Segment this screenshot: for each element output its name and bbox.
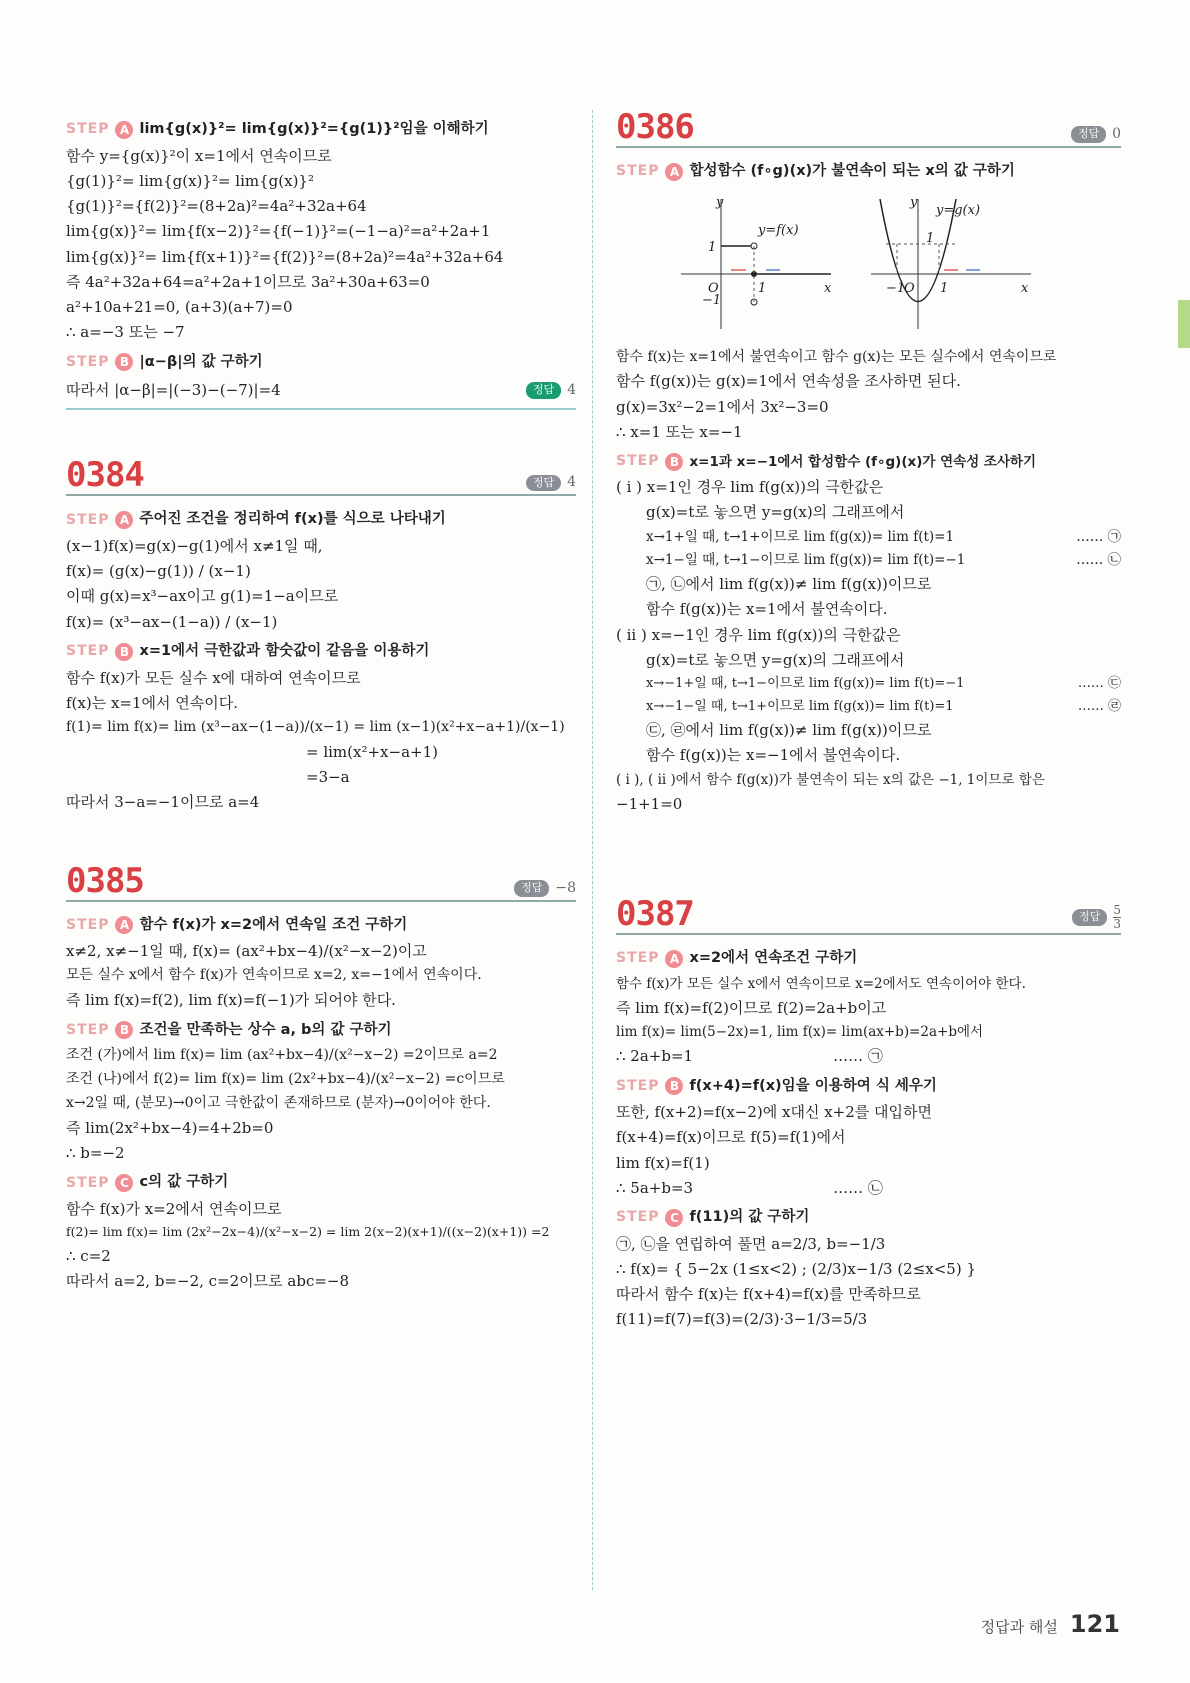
graphs [676, 194, 1121, 334]
solution-line: {g(1)}²= lim{g(x)}²= lim{g(x)}² [66, 171, 314, 190]
solution-line: a²+10a+21=0, (a+3)(a+7)=0 [66, 298, 293, 317]
solution-line: ( i ), ( ii )에서 함수 f(g(x))가 불연속이 되는 x의 값은 −1, 1이므로 합은 [616, 771, 1045, 788]
step-label: STEP [66, 511, 110, 528]
problem-number: 0386 [616, 107, 694, 147]
step-circle: C [665, 1209, 683, 1227]
solution-line: 함수 f(x)가 모든 실수 x에 대하여 연속이므로 [66, 668, 361, 687]
answer-tag [1072, 904, 1121, 931]
solution-line: lim f(x)=f(1) [616, 1153, 710, 1172]
solution-line: −1+1=0 [616, 794, 683, 813]
solution-line [616, 1178, 1121, 1198]
solution-line: 즉 lim(2x²+bx−4)=4+2b=0 [66, 1118, 274, 1137]
step-label: STEP [616, 1209, 660, 1226]
solution-line: f(x)= (x³−ax−(1−a)) / (x−1) [66, 612, 278, 631]
graph-f [676, 194, 836, 334]
answer-badge: 정답 [526, 475, 561, 492]
solution-line: (x−1)f(x)=g(x)−g(1)에서 x≠1일 때, [66, 536, 323, 555]
solution-text: x→1+일 때, t→1+이므로 lim f(g(x))= lim f(t)=1 [646, 528, 955, 545]
answer-value: 4 [567, 381, 576, 398]
solution-line: g(x)=t로 놓으면 y=g(x)의 그래프에서 [646, 503, 905, 522]
graph-g-origin-label: O [904, 280, 915, 296]
graph-f-tick-y-neg: −1 [702, 292, 722, 308]
problem-header-0386 [616, 107, 1121, 148]
solution-line: ∴ b=−2 [66, 1144, 125, 1163]
step-title: |α−β|의 값 구하기 [139, 353, 263, 370]
solution-text: ∴ 5a+b=3 [616, 1178, 694, 1197]
step-title: x=1에서 극한값과 함숫값이 같음을 이용하기 [139, 642, 430, 659]
answer-value: −8 [555, 879, 576, 896]
solution-line: 즉 lim f(x)=f(2)이므로 f(2)=2a+b이고 [616, 998, 887, 1017]
solution-line: 조건 (나)에서 f(2)= lim f(x)= lim (2x²+bx−4)/(x²−x−2) =c이므로 [66, 1071, 505, 1088]
answer-value: 0 [1112, 126, 1121, 143]
solution-line: 함수 f(x)가 x=2에서 연속이므로 [66, 1199, 282, 1218]
step-label: STEP [66, 916, 110, 933]
answer-tag [526, 381, 576, 400]
solution-line: ∴ x=1 또는 x=−1 [616, 422, 743, 441]
solution-text: ∴ 2a+b=1 [616, 1047, 694, 1066]
column-divider [592, 110, 593, 1590]
solution-line: lim{g(x)}²= lim{f(x−2)}²={f(−1)}²=(−1−a)²=a²+2a+1 [66, 222, 491, 241]
answer-value: 4 [567, 474, 576, 491]
step-a-header [616, 162, 1121, 182]
step-a-header [616, 949, 1121, 969]
graph-g-tick-y: 1 [926, 230, 935, 246]
answer-tag [526, 473, 576, 492]
graph-f-origin-label: O [708, 280, 719, 296]
solution-line: =3−a [306, 768, 350, 787]
solution-line: x≠2, x≠−1일 때, f(x)= (ax²+bx−4)/(x²−x−2)이고 [66, 942, 427, 961]
solution-line: 함수 f(x)가 모든 실수 x에서 연속이므로 x=2에서도 연속이어야 한다. [616, 975, 1026, 992]
step-title: 함수 f(x)가 x=2에서 연속일 조건 구하기 [139, 916, 408, 933]
case-heading: ( i ) x=1인 경우 lim f(g(x))의 극한값은 [616, 478, 884, 497]
graph-g-tick-x-neg: −1 [886, 280, 906, 296]
step-circle: A [665, 950, 683, 968]
final-line [66, 380, 576, 400]
step-circle: A [115, 916, 133, 934]
case-heading: ( ii ) x=−1인 경우 lim f(g(x))의 극한값은 [616, 625, 901, 644]
solution-line: 모든 실수 x에서 함수 f(x)가 연속이므로 x=2, x=−1에서 연속이다. [66, 967, 482, 984]
solution-line: 또한, f(x+2)=f(x−2)에 x대신 x+2를 대입하면 [616, 1103, 932, 1122]
graph-g-x-axis-label: x [1021, 280, 1029, 296]
solution-line: ∴ c=2 [66, 1247, 111, 1266]
solution-line: 즉 4a²+32a+64=a²+2a+1이므로 3a²+30a+63=0 [66, 272, 430, 291]
graph-f-y-axis-label: y [716, 194, 724, 210]
equation-mark: …… ㉠ [833, 1047, 883, 1066]
solution-text: x→−1+일 때, t→1−이므로 lim f(g(x))= lim f(t)=−1 [646, 676, 965, 692]
step-title: x=2에서 연속조건 구하기 [689, 950, 858, 967]
solution-line: lim{g(x)}²= lim{f(x+1)}²={f(2)}²=(8+2a)²=4a²+32a+64 [66, 247, 504, 266]
step-title: f(11)의 값 구하기 [689, 1209, 810, 1226]
step-b-header [616, 452, 1121, 471]
answer-badge: 정답 [514, 880, 549, 897]
step-label: STEP [616, 163, 660, 180]
problem-header-0385 [66, 860, 576, 902]
answer-badge: 정답 [526, 382, 561, 399]
graph-f-tick-y-pos: 1 [708, 239, 717, 255]
step-c-header [616, 1208, 1121, 1228]
step-title: c의 값 구하기 [139, 1174, 229, 1191]
solution-line: f(2)= lim f(x)= lim (2x²−2x−4)/(x²−x−2) = lim 2(x−2)(x+1)/((x−2)(x+1)) =2 [66, 1224, 550, 1240]
solution-line [646, 675, 1121, 693]
graph-g-func-label: y=g(x) [936, 202, 981, 218]
solution-line: x→2일 때, (분모)→0이고 극한값이 존재하므로 (분자)→0이어야 한다. [66, 1094, 491, 1111]
step-circle: B [665, 1077, 683, 1095]
solution-line [616, 1046, 1121, 1066]
problem-number: 0385 [66, 860, 144, 901]
step-circle: A [115, 511, 133, 529]
step-a-header [66, 916, 576, 936]
equation-mark: …… ㉢ [1077, 676, 1121, 692]
step-c-header [66, 1173, 576, 1193]
answer-badge: 정답 [1072, 909, 1107, 926]
step-b-header [616, 1077, 1121, 1097]
solution-line: 함수 f(g(x))는 x=1에서 불연속이다. [646, 600, 888, 619]
step-title: lim{g(x)}²= lim{g(x)}²={g(1)}²임을 이해하기 [139, 121, 489, 137]
solution-line: 따라서 a=2, b=−2, c=2이므로 abc=−8 [66, 1272, 350, 1291]
solution-line: f(x)는 x=1에서 연속이다. [66, 693, 239, 712]
step-label: STEP [616, 453, 660, 470]
solution-line: f(11)=f(7)=f(3)=(2/3)·3−1/3=5/3 [616, 1310, 868, 1329]
step-label: STEP [66, 643, 110, 660]
problem-number: 0384 [66, 455, 144, 496]
answer-numerator: 5 [1113, 902, 1121, 917]
step-label: STEP [66, 121, 110, 138]
step-circle: B [665, 453, 683, 471]
step-a-header [66, 510, 576, 530]
solution-line: 따라서 함수 f(x)는 f(x+4)=f(x)를 만족하므로 [616, 1285, 921, 1304]
page-footer [981, 1610, 1120, 1638]
step-title: 합성함수 (f∘g)(x)가 불연속이 되는 x의 값 구하기 [689, 163, 1015, 179]
equation-mark: …… ㉣ [1077, 698, 1121, 714]
solution-line: g(x)=3x²−2=1에서 3x²−3=0 [616, 397, 829, 416]
step-circle: B [115, 643, 133, 661]
solution-line: 함수 f(g(x))는 g(x)=1에서 연속성을 조사하면 된다. [616, 372, 961, 391]
solution-line: 이때 g(x)=x³−ax이고 g(1)=1−a이므로 [66, 587, 339, 606]
graph-f-func-label: y=f(x) [758, 222, 799, 238]
step-a-header [66, 120, 576, 140]
problem-number: 0387 [616, 894, 694, 935]
graph-g-y-axis-label: y [910, 194, 918, 210]
solution-line [646, 528, 1121, 546]
step-circle: A [665, 163, 683, 181]
step-title: x=1과 x=−1에서 합성함수 (f∘g)(x)가 연속성 조사하기 [689, 453, 1037, 470]
step-b-header [66, 642, 576, 662]
graph-g-tick-x-pos: 1 [940, 280, 949, 296]
step-b-header [66, 353, 576, 373]
solution-line: 함수 f(x)는 x=1에서 불연속이고 함수 g(x)는 모든 실수에서 연속이므로 [616, 348, 1057, 365]
final-answer-text: 따라서 |α−β|=|(−3)−(−7)|=4 [66, 381, 281, 400]
solution-line: 즉 lim f(x)=f(2), lim f(x)=f(−1)가 되어야 한다. [66, 991, 396, 1010]
equation-mark: …… ㉡ [1076, 551, 1121, 568]
solution-line: 조건 (가)에서 lim f(x)= lim (ax²+bx−4)/(x²−x−2) =2이므로 a=2 [66, 1047, 498, 1064]
step-label: STEP [66, 1021, 110, 1038]
step-b-header [66, 1021, 576, 1041]
solution-line: ∴ f(x)= { 5−2x (1≤x<2) ; (2/3)x−1/3 (2≤x<5) } [616, 1259, 977, 1278]
solution-line: 함수 y={g(x)}²이 x=1에서 연속이므로 [66, 146, 332, 165]
equation-mark: …… ㉠ [1076, 528, 1121, 545]
step-title: f(x+4)=f(x)임을 이용하여 식 세우기 [689, 1077, 937, 1094]
left-column [66, 110, 576, 1297]
solution-line: ㉢, ㉣에서 lim f(g(x))≠ lim f(g(x))이므로 [646, 721, 932, 740]
step-title: 주어진 조건을 정리하여 f(x)를 식으로 나타내기 [139, 511, 446, 528]
step-label: STEP [66, 1174, 110, 1191]
solution-line: g(x)=t로 놓으면 y=g(x)의 그래프에서 [646, 650, 905, 669]
solution-line: {g(1)}²={f(2)}²=(8+2a)²=4a²+32a+64 [66, 197, 367, 216]
solution-line: ∴ a=−3 또는 −7 [66, 323, 185, 342]
answer-tag [1071, 125, 1121, 144]
problem-header-0387 [616, 894, 1121, 935]
solution-line: = lim(x²+x−a+1) [306, 742, 438, 761]
answer-tag [514, 879, 576, 898]
answer-denominator: 3 [1113, 916, 1121, 931]
solution-line: ㉠, ㉡에서 lim f(g(x))≠ lim f(g(x))이므로 [646, 575, 932, 594]
step-label: STEP [616, 950, 660, 967]
step-label: STEP [66, 353, 110, 370]
step-circle: A [115, 121, 133, 139]
footer-text: 정답과 해설 [980, 1618, 1058, 1636]
solution-line: lim f(x)= lim(5−2x)=1, lim f(x)= lim(ax+b)=2a+b에서 [616, 1024, 984, 1041]
step-circle: C [115, 1174, 133, 1192]
graph-g [866, 194, 1036, 334]
answer-badge: 정답 [1071, 126, 1106, 143]
graph-f-tick-x: 1 [758, 280, 767, 296]
problem-header-0384 [66, 455, 576, 496]
solution-line: f(x)= (g(x)−g(1)) / (x−1) [66, 562, 251, 581]
answer-fraction [1113, 904, 1121, 931]
solution-text: x→1−일 때, t→1−이므로 lim f(g(x))= lim f(t)=−1 [646, 551, 966, 568]
solution-line: ㉠, ㉡을 연립하여 풀면 a=2/3, b=−1/3 [616, 1234, 886, 1253]
solution-line [646, 698, 1121, 716]
solution-line: f(1)= lim f(x)= lim (x³−ax−(1−a))/(x−1) = lim (x−1)(x²+x−a+1)/(x−1) [66, 719, 565, 735]
solution-text: x→−1−일 때, t→1+이므로 lim f(g(x))= lim f(t)=1 [646, 698, 954, 714]
solution-line: 함수 f(g(x))는 x=−1에서 불연속이다. [646, 746, 901, 765]
right-column [616, 107, 1121, 1335]
side-tab [1178, 300, 1190, 348]
step-circle: B [115, 1021, 133, 1039]
step-title: 조건을 만족하는 상수 a, b의 값 구하기 [139, 1021, 392, 1038]
step-label: STEP [616, 1077, 660, 1094]
solution-line [646, 551, 1121, 569]
page-number: 121 [1069, 1610, 1120, 1638]
graph-f-x-axis-label: x [824, 280, 832, 296]
solution-line: f(x+4)=f(x)이므로 f(5)=f(1)에서 [616, 1128, 846, 1147]
equation-mark: …… ㉡ [833, 1178, 883, 1197]
step-circle: B [115, 353, 133, 371]
solution-line: 따라서 3−a=−1이므로 a=4 [66, 793, 260, 812]
